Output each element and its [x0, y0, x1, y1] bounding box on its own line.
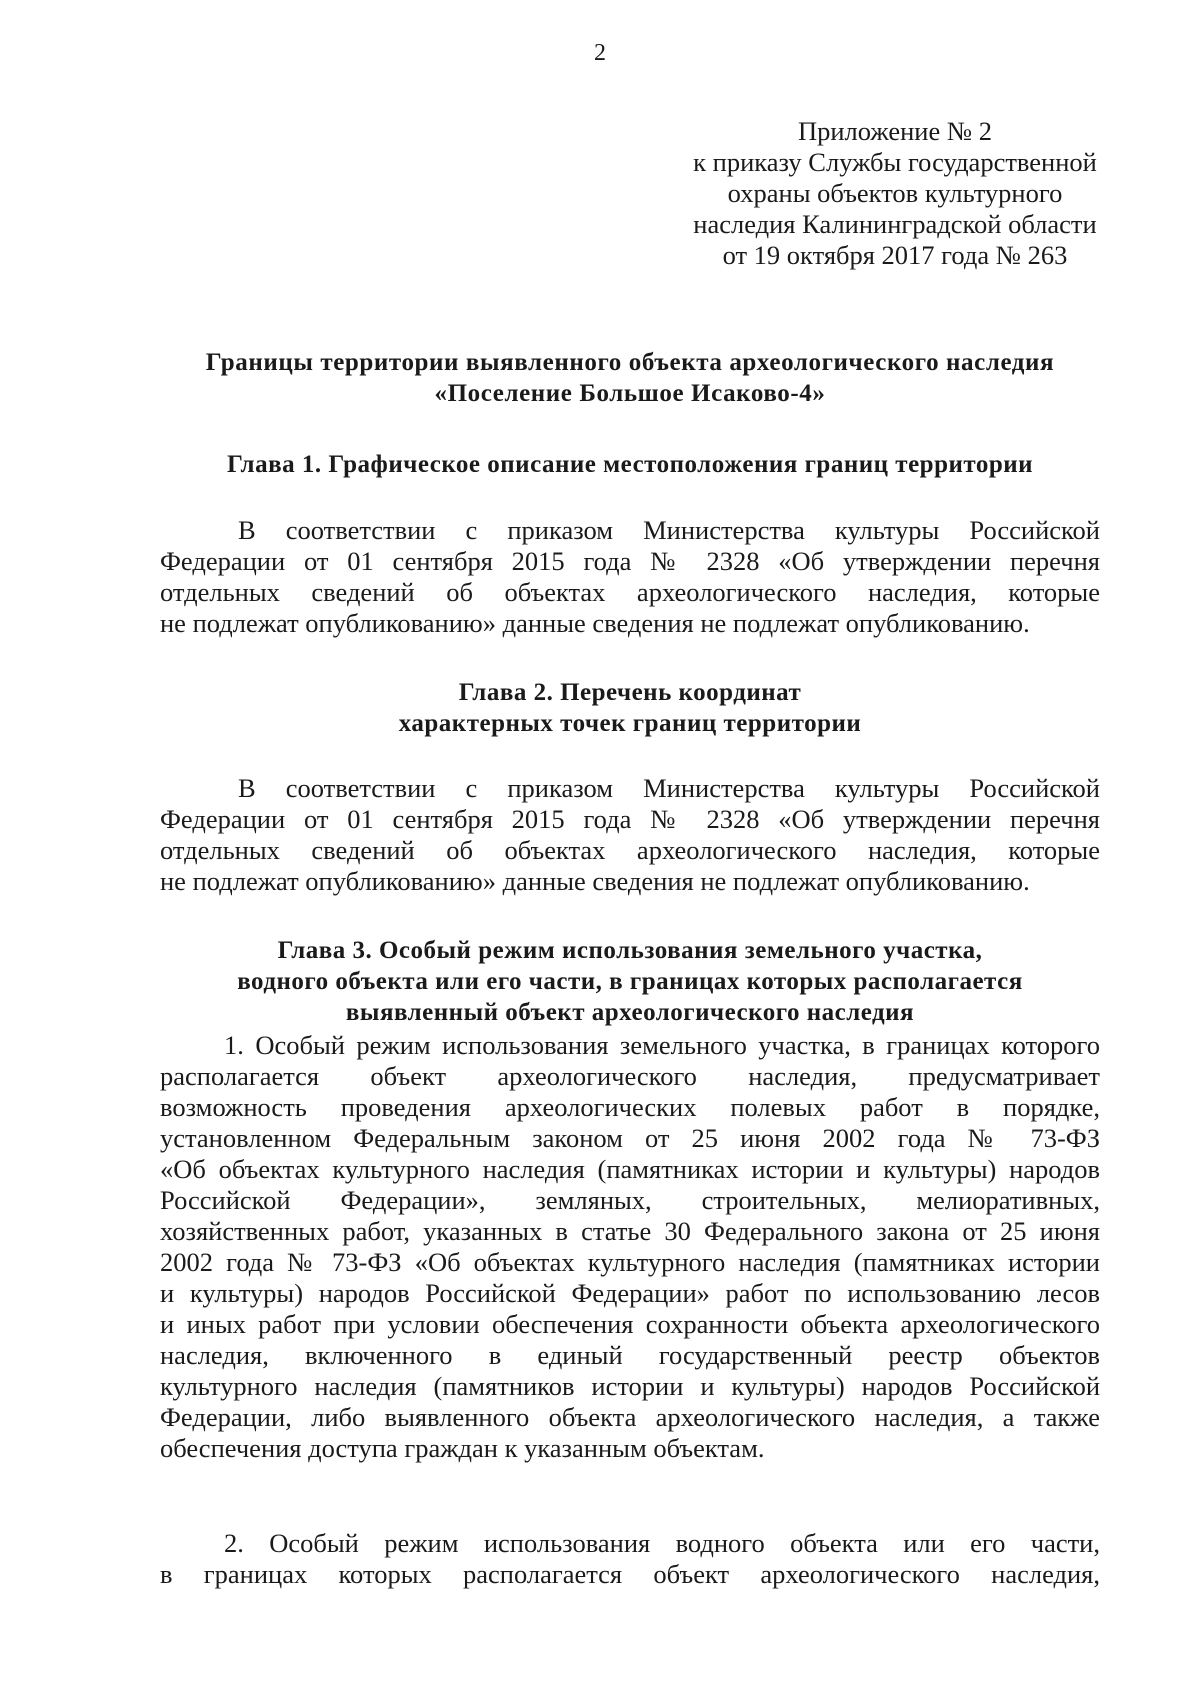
paragraph-line: хозяйственных работ, указанных в статье 30 Федерального закона от 25 июня — [160, 1216, 1100, 1246]
chapter-3-item-2 — [160, 1528, 1100, 1590]
chapter-2-heading — [160, 677, 1100, 739]
page-number: 2 — [594, 40, 606, 66]
paragraph-line: отдельных сведений об объектах археологического наследия, которые — [160, 835, 1100, 865]
heading-line: характерных точек границ территории — [398, 710, 862, 737]
appendix-line: наследия Калининградской области — [693, 209, 1097, 239]
paragraph-line: Федерации от 01 сентября 2015 года № 2328 «Об утверждении перечня — [160, 804, 1100, 834]
paragraph-line: в границах которых располагается объект археологического наследия, — [160, 1559, 1100, 1589]
paragraph-line: 1. Особый режим использования земельного участка, в границах которого — [224, 1030, 1100, 1060]
appendix-line: охраны объектов культурного — [727, 178, 1063, 208]
paragraph-line: культурного наследия (памятников истории и культуры) народов Российской — [160, 1371, 1100, 1401]
paragraph-line: возможность проведения археологических полевых работ в порядке, — [160, 1092, 1100, 1122]
heading-line: Глава 2. Перечень координат — [458, 679, 802, 706]
heading-line: водного объекта или его части, в границах которых располагается — [237, 968, 1023, 995]
paragraph-line: 2002 года № 73-ФЗ «Об объектах культурного наследия (памятниках истории — [160, 1247, 1100, 1277]
paragraph-line: располагается объект археологического наследия, предусматривает — [160, 1061, 1100, 1091]
paragraph-line: не подлежат опубликованию» данные сведения не подлежат опубликованию. — [160, 608, 1030, 638]
appendix-line: от 19 октября 2017 года № 263 — [722, 240, 1068, 270]
paragraph-line: Федерации от 01 сентября 2015 года № 2328 «Об утверждении перечня — [160, 546, 1100, 576]
chapter-2-paragraph — [160, 773, 1100, 897]
chapter-1-paragraph — [160, 515, 1100, 639]
paragraph-line: наследия, включенного в единый государственный реестр объектов — [160, 1340, 1100, 1370]
paragraph-line: В соответствии с приказом Министерства культуры Российской — [238, 515, 1100, 545]
heading-line: Глава 1. Графическое описание местоположения границ территории — [226, 451, 1034, 478]
heading-line: Глава 3. Особый режим использования земельного участка, — [277, 937, 983, 964]
paragraph-line: отдельных сведений об объектах археологического наследия, которые — [160, 577, 1100, 607]
title-line: «Поселение Большое Исаково-4» — [434, 380, 826, 407]
document-title — [160, 347, 1100, 409]
chapter-1-heading — [160, 449, 1100, 480]
paragraph-line: «Об объектах культурного наследия (памятниках истории и культуры) народов — [160, 1154, 1100, 1184]
paragraph-line: 2. Особый режим использования водного объекта или его части, — [224, 1528, 1100, 1558]
paragraph-line: не подлежат опубликованию» данные сведения не подлежат опубликованию. — [160, 866, 1030, 896]
appendix-line: Приложение № 2 — [797, 116, 992, 146]
paragraph-line: Российской Федерации», земляных, строительных, мелиоративных, — [160, 1185, 1100, 1215]
heading-line: выявленный объект археологического наследия — [345, 999, 915, 1026]
chapter-3-heading — [160, 935, 1100, 1028]
paragraph-line: и культуры) народов Российской Федерации» работ по использованию лесов — [160, 1278, 1100, 1308]
paragraph-line: обеспечения доступа граждан к указанным объектам. — [160, 1433, 765, 1463]
title-line: Границы территории выявленного объекта археологического наследия — [205, 349, 1055, 376]
appendix-line: к приказу Службы государственной — [693, 147, 1097, 177]
paragraph-line: В соответствии с приказом Министерства культуры Российской — [238, 773, 1100, 803]
appendix-header — [660, 116, 1130, 271]
paragraph-line: установленном Федеральным законом от 25 июня 2002 года № 73-ФЗ — [160, 1123, 1100, 1153]
paragraph-line: и иных работ при условии обеспечения сохранности объекта археологического — [160, 1309, 1100, 1339]
paragraph-line: Федерации, либо выявленного объекта археологического наследия, а также — [160, 1402, 1100, 1432]
chapter-3-item-1 — [160, 1030, 1100, 1464]
